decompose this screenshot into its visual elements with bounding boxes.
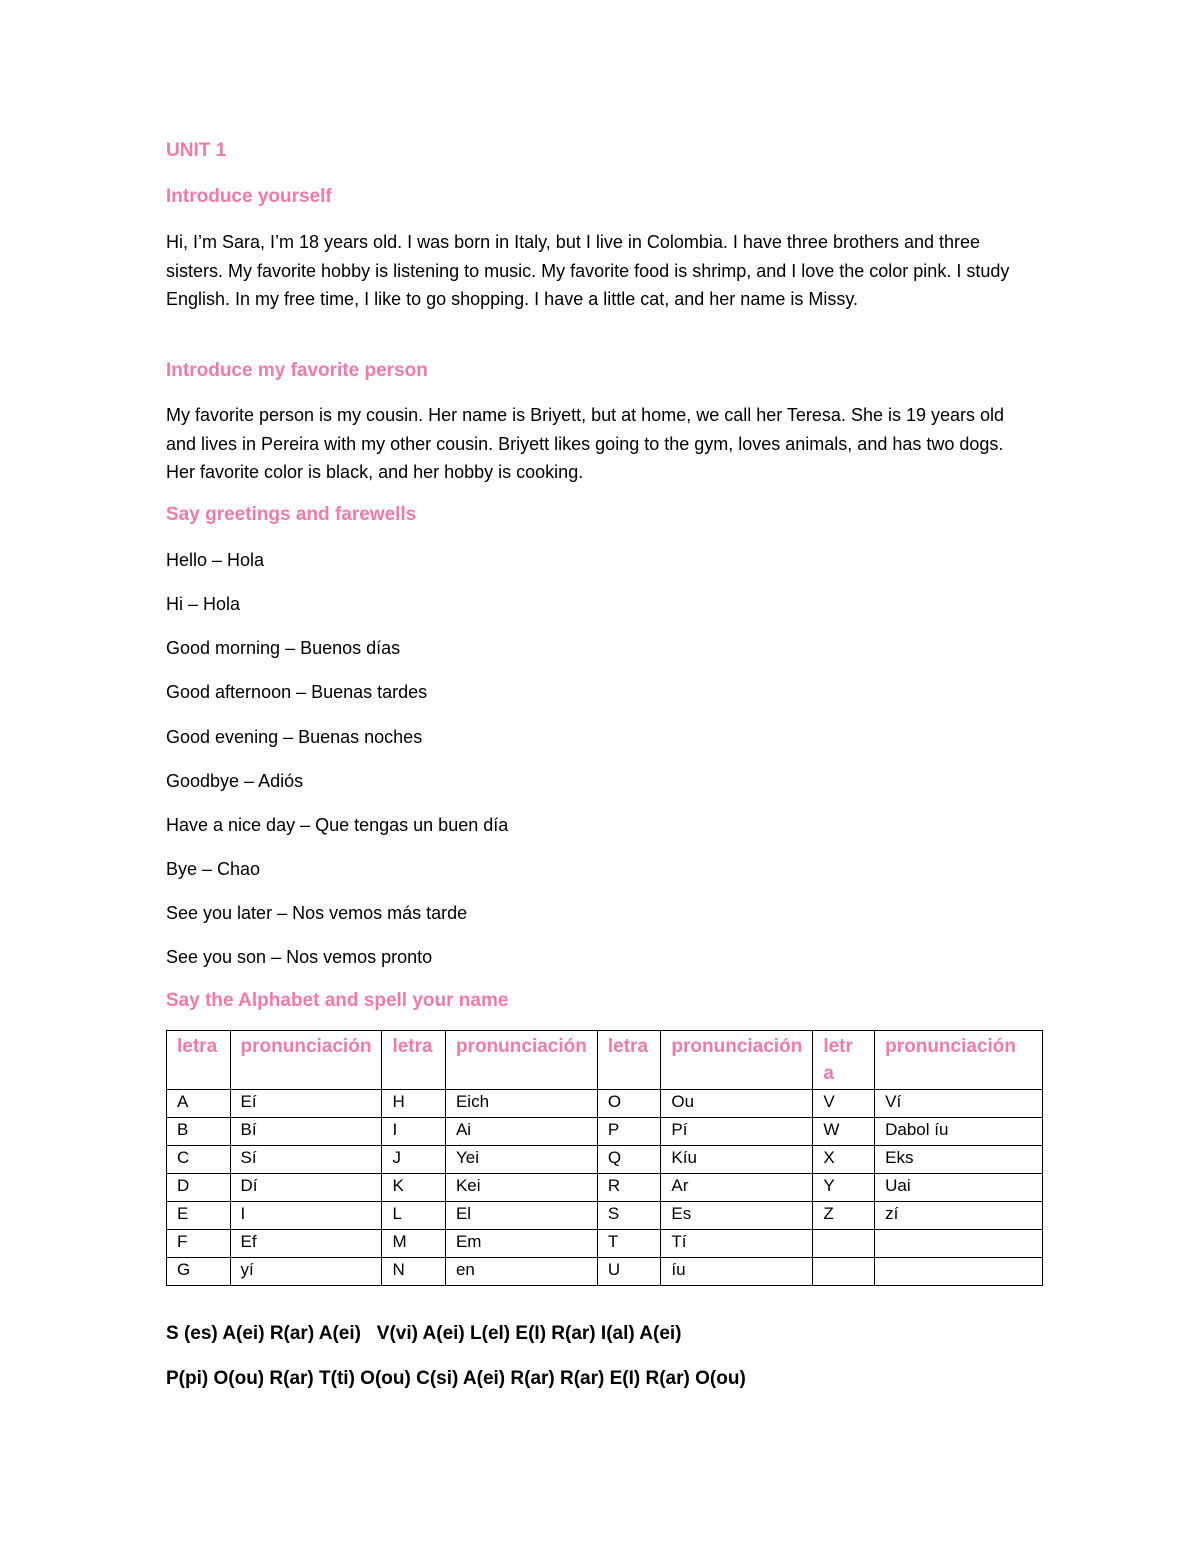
heading-greetings: Say greetings and farewells	[166, 504, 417, 525]
table-header-row	[167, 1031, 1043, 1090]
letter-cell: H	[382, 1090, 446, 1118]
letter-cell	[813, 1230, 875, 1258]
header-letra: letra	[382, 1031, 446, 1090]
letter-cell: Z	[813, 1202, 875, 1230]
greeting-item: See you son – Nos vemos pronto	[166, 947, 433, 967]
table-row	[167, 1146, 1043, 1174]
paragraph-favorite-person: My favorite person is my cousin. Her name is Briyett, but at home, we call her Teresa. She is 19 years old and lives in Pereira with my other cousin. Briyett likes going to the gym, loves animals, and has two dogs. Her favorite color is black, and her hobby is cooking.	[166, 405, 1005, 482]
letter-cell: S	[597, 1202, 661, 1230]
pronunciation-cell: yí	[230, 1258, 382, 1286]
letter-cell: O	[597, 1090, 661, 1118]
pronunciation-cell: Ar	[661, 1174, 813, 1202]
letter-cell: M	[382, 1230, 446, 1258]
table-row	[167, 1118, 1043, 1146]
letter-cell: B	[167, 1118, 231, 1146]
alphabet-table	[166, 1030, 1043, 1286]
table-row	[167, 1258, 1043, 1286]
letter-cell: N	[382, 1258, 446, 1286]
greeting-item: See you later – Nos vemos más tarde	[166, 903, 468, 923]
header-pronunciacion: pronunciación	[875, 1031, 1043, 1090]
spelling-line: P(pi) O(ou) R(ar) T(ti) O(ou) C(si) A(ei) R(ar) R(ar) E(I) R(ar) O(ou)	[166, 1368, 746, 1389]
header-pronunciacion: pronunciación	[661, 1031, 813, 1090]
pronunciation-cell: Ai	[445, 1118, 597, 1146]
letter-cell: K	[382, 1174, 446, 1202]
pronunciation-cell: Ví	[875, 1090, 1043, 1118]
greeting-item: Bye – Chao	[166, 859, 261, 879]
letter-cell: Y	[813, 1174, 875, 1202]
table-row	[167, 1230, 1043, 1258]
pronunciation-cell: Ef	[230, 1230, 382, 1258]
letter-cell: P	[597, 1118, 661, 1146]
table-row	[167, 1174, 1043, 1202]
pronunciation-cell: Kíu	[661, 1146, 813, 1174]
greeting-item: Have a nice day – Que tengas un buen día	[166, 815, 509, 835]
header-pronunciacion: pronunciación	[445, 1031, 597, 1090]
letter-cell: W	[813, 1118, 875, 1146]
heading-alphabet: Say the Alphabet and spell your name	[166, 990, 509, 1011]
unit-title: UNIT 1	[166, 140, 227, 161]
heading-favorite-person: Introduce my favorite person	[166, 360, 428, 381]
pronunciation-cell: Es	[661, 1202, 813, 1230]
letter-cell: R	[597, 1174, 661, 1202]
greeting-item: Good afternoon – Buenas tardes	[166, 682, 428, 702]
letter-cell	[813, 1258, 875, 1286]
pronunciation-cell: Dí	[230, 1174, 382, 1202]
table-row	[167, 1090, 1043, 1118]
header-letra: letr a	[813, 1031, 875, 1090]
letter-cell: I	[382, 1118, 446, 1146]
pronunciation-cell: Kei	[445, 1174, 597, 1202]
heading-introduce-yourself: Introduce yourself	[166, 186, 332, 207]
greeting-item: Good evening – Buenas noches	[166, 727, 423, 747]
greeting-item: Hello – Hola	[166, 550, 265, 570]
paragraph-introduce-yourself: Hi, I’m Sara, I’m 18 years old. I was born in Italy, but I live in Colombia. I have three brothers and three sisters. My favorite hobby is listening to music. My favorite food is shrimp, and I love the color pink. I study English. In my free time, I like to go shopping. I have a little cat, and her name is Missy.	[166, 232, 1010, 309]
letter-cell: V	[813, 1090, 875, 1118]
letter-cell: E	[167, 1202, 231, 1230]
pronunciation-cell: I	[230, 1202, 382, 1230]
letter-cell: C	[167, 1146, 231, 1174]
pronunciation-cell: Eks	[875, 1146, 1043, 1174]
pronunciation-cell: zí	[875, 1202, 1043, 1230]
pronunciation-cell: Uai	[875, 1174, 1043, 1202]
greeting-item: Hi – Hola	[166, 594, 241, 614]
letter-cell: D	[167, 1174, 231, 1202]
letter-cell: J	[382, 1146, 446, 1174]
pronunciation-cell: Ou	[661, 1090, 813, 1118]
letter-cell: T	[597, 1230, 661, 1258]
letter-cell: G	[167, 1258, 231, 1286]
letter-cell: L	[382, 1202, 446, 1230]
pronunciation-cell: Em	[445, 1230, 597, 1258]
letter-cell: F	[167, 1230, 231, 1258]
pronunciation-cell: Tí	[661, 1230, 813, 1258]
pronunciation-cell: Yei	[445, 1146, 597, 1174]
pronunciation-cell: Eí	[230, 1090, 382, 1118]
header-pronunciacion: pronunciación	[230, 1031, 382, 1090]
table-row	[167, 1202, 1043, 1230]
letter-cell: A	[167, 1090, 231, 1118]
letter-cell: Q	[597, 1146, 661, 1174]
pronunciation-cell	[875, 1258, 1043, 1286]
pronunciation-cell: en	[445, 1258, 597, 1286]
pronunciation-cell: Bí	[230, 1118, 382, 1146]
pronunciation-cell: Pí	[661, 1118, 813, 1146]
letter-cell: U	[597, 1258, 661, 1286]
greeting-item: Good morning – Buenos días	[166, 638, 401, 658]
spelling-line: S (es) A(ei) R(ar) A(ei) V(vi) A(ei) L(el) E(I) R(ar) I(al) A(ei)	[166, 1323, 682, 1344]
pronunciation-cell: Eich	[445, 1090, 597, 1118]
header-letra: letra	[167, 1031, 231, 1090]
pronunciation-cell	[875, 1230, 1043, 1258]
pronunciation-cell: íu	[661, 1258, 813, 1286]
greeting-item: Goodbye – Adiós	[166, 771, 304, 791]
letter-cell: X	[813, 1146, 875, 1174]
header-letra: letra	[597, 1031, 661, 1090]
pronunciation-cell: Sí	[230, 1146, 382, 1174]
pronunciation-cell: El	[445, 1202, 597, 1230]
pronunciation-cell: Dabol íu	[875, 1118, 1043, 1146]
